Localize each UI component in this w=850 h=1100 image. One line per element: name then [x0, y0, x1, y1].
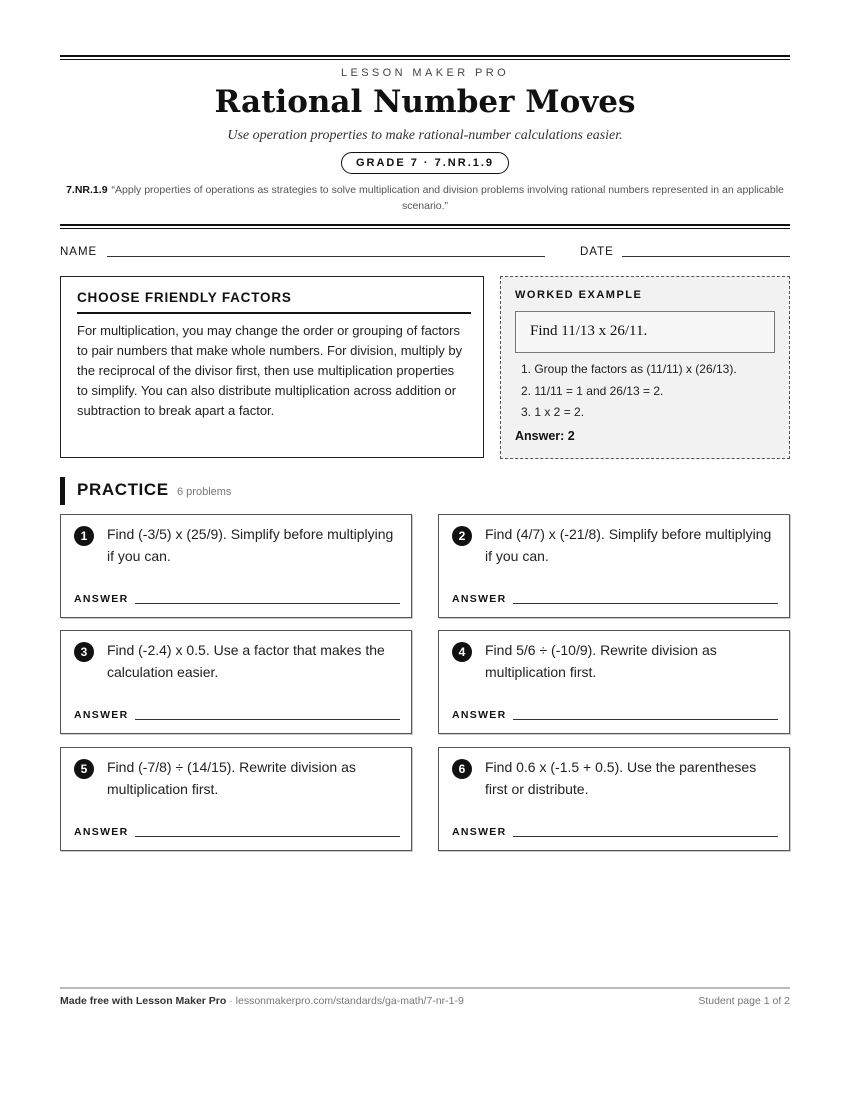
answer-label: ANSWER — [74, 593, 129, 605]
answer-label: ANSWER — [452, 709, 507, 721]
worksheet-page — [60, 0, 790, 1100]
page-title: Rational Number Moves — [214, 84, 636, 120]
standard-code: 7.NR.1.9 — [66, 184, 108, 196]
problem-text: Find 5/6 ÷ (-10/9). Rewrite division as multiplication first. — [485, 642, 717, 680]
problem-card-4 — [438, 630, 790, 734]
practice-heading: PRACTICE — [77, 480, 169, 499]
page-subtitle: Use operation properties to make rational-number calculations easier. — [227, 128, 623, 143]
problem-number: 1 — [74, 526, 94, 546]
problem-number: 4 — [452, 642, 472, 662]
problem-card-1 — [60, 514, 412, 618]
footer-page-label: Student page 1 of 2 — [698, 995, 790, 1007]
answer-field[interactable] — [513, 603, 778, 604]
problem-text: Find (-2.4) x 0.5. Use a factor that makes the calculation easier. — [107, 642, 385, 680]
date-field[interactable] — [622, 256, 790, 257]
practice-accent-bar — [60, 477, 65, 505]
footer-credit — [60, 995, 464, 1007]
problem-text: Find (4/7) x (-21/8). Simplify before multiplying if you can. — [485, 526, 772, 564]
name-field[interactable] — [107, 256, 545, 257]
problem-card-5 — [60, 747, 412, 851]
standard-text: “Apply properties of operations as strategies to solve multiplication and division problems involving rational numbers represented in an applicable scenario.” — [111, 184, 784, 212]
worked-example-answer: Answer: 2 — [515, 429, 575, 443]
answer-label: ANSWER — [452, 826, 507, 838]
brand-label: LESSON MAKER PRO — [340, 67, 510, 79]
worked-example-step: 1. Group the factors as (11/11) x (26/13). — [521, 362, 737, 376]
footer-rule — [60, 987, 790, 989]
problem-text: Find (-3/5) x (25/9). Simplify before multiplying if you can. — [107, 526, 394, 564]
problem-card-3 — [60, 630, 412, 734]
answer-field[interactable] — [513, 719, 778, 720]
answer-label: ANSWER — [74, 709, 129, 721]
practice-count: 6 problems — [177, 486, 232, 498]
student-fields — [60, 246, 790, 262]
answer-field[interactable] — [135, 603, 400, 604]
friendly-factors-heading: CHOOSE FRIENDLY FACTORS — [77, 290, 471, 314]
worked-example-box — [500, 276, 790, 459]
answer-label: ANSWER — [74, 826, 129, 838]
problem-number: 2 — [452, 526, 472, 546]
answer-field[interactable] — [135, 719, 400, 720]
top-rule — [60, 55, 790, 57]
footer-url[interactable]: · lessonmakerpro.com/standards/ga-math/7-nr-1-9 — [226, 995, 464, 1007]
problem-number: 6 — [452, 759, 472, 779]
answer-label: ANSWER — [452, 593, 507, 605]
name-label: NAME — [60, 246, 98, 258]
problem-number: 3 — [74, 642, 94, 662]
grade-badge: GRADE 7 · 7.NR.1.9 — [341, 152, 509, 174]
worked-example-prompt: Find 11/13 x 26/11. — [515, 311, 775, 353]
problem-text: Find 0.6 x (-1.5 + 0.5). Use the parentheses first or distribute. — [485, 759, 757, 797]
friendly-factors-body: For multiplication, you may change the order or grouping of factors to pair numbers that make whole numbers. For division, multiply by the reciprocal of the divisor first, then use multiplication properties to simplify. You can also distribute multiplication across addition or subtraction to break apart a factor. — [77, 323, 463, 418]
problem-card-2 — [438, 514, 790, 618]
date-label: DATE — [580, 246, 614, 258]
problem-text: Find (-7/8) ÷ (14/15). Rewrite division as multiplication first. — [107, 759, 356, 797]
friendly-factors-box — [60, 276, 484, 458]
worked-example-heading: WORKED EXAMPLE — [515, 289, 643, 301]
answer-field[interactable] — [513, 836, 778, 837]
answer-field[interactable] — [135, 836, 400, 837]
standard-description — [60, 182, 790, 214]
header-bottom-rule — [60, 224, 790, 226]
worked-example-step: 2. 11/11 = 1 and 26/13 = 2. — [521, 383, 664, 398]
problem-card-6 — [438, 747, 790, 851]
problem-number: 5 — [74, 759, 94, 779]
footer-made-with: Made free with Lesson Maker Pro — [60, 995, 227, 1007]
worked-example-step: 3. 1 x 2 = 2. — [521, 405, 585, 419]
worked-example-steps — [515, 359, 737, 424]
grade-badge-wrap — [60, 152, 790, 174]
